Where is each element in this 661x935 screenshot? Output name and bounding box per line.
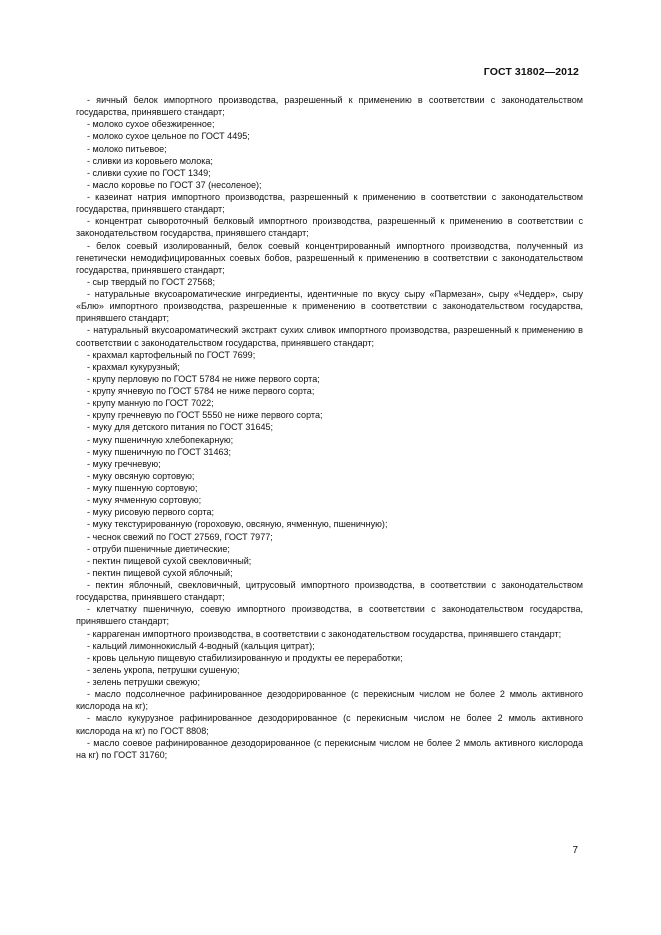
- list-item: - крупу гречневую по ГОСТ 5550 не ниже первого сорта;: [87, 410, 323, 421]
- list-item: - масло подсолнечное рафинированное дезодорированное (с перекисным числом не более 2 ммоль активного кислорода на кг);: [76, 689, 583, 712]
- list-item: - крупу манную по ГОСТ 7022;: [87, 398, 214, 409]
- list-item: - муку овсяную сортовую;: [87, 470, 195, 481]
- list-item: - белок соевый изолированный, белок соевый концентрированный импортного производства, полученный из генетически немодифицированных соевых бобов, разрешенный к применению в соответствии с законодательством государства, принявшего стандарт;: [76, 240, 583, 275]
- list-item: - концентрат сывороточный белковый импортного производства, разрешенный к применению в соответствии с законодательством государства, принявшего стандарт;: [76, 216, 583, 239]
- list-item: - сливки из коровьего молока;: [87, 155, 213, 166]
- list-item: - сливки сухие по ГОСТ 1349;: [87, 167, 211, 178]
- list-item: - зелень петрушки свежую;: [87, 677, 200, 687]
- list-item: - сыр твердый по ГОСТ 27568;: [87, 276, 215, 287]
- list-item: - пектин пищевой сухой яблочный;: [87, 567, 233, 578]
- list-item: - крахмал кукурузный;: [87, 361, 180, 372]
- list-item: - масло кукурузное рафинированное дезодорированное (с перекисным числом не более 2 ммоль активного кислорода на кг) по ГОСТ 8808;: [76, 713, 583, 736]
- ingredient-list: [76, 94, 583, 761]
- list-item: - кальций лимоннокислый 4-водный (кальция цитрат);: [87, 640, 315, 651]
- list-item: - клетчатку пшеничную, соевую импортного производства, в соответствии с законодательством государства, принявшего стандарт;: [76, 604, 583, 627]
- list-item: - пектин пищевой сухой свекловичный;: [87, 555, 252, 566]
- list-item: - чеснок свежий по ГОСТ 27569, ГОСТ 7977;: [87, 531, 273, 542]
- list-item: - каррагенан импортного производства, в соответствии с законодательством государства, принявшего стандарт;: [87, 628, 562, 639]
- list-item: - муку пшенную сортовую;: [87, 483, 198, 493]
- page-number: 7: [572, 845, 578, 856]
- list-item: - масло соевое рафинированное дезодорированное (с перекисным числом не более 2 ммоль активного кислорода на кг) по ГОСТ 31760;: [76, 737, 583, 760]
- list-item: - натуральные вкусоароматические ингредиенты, идентичные по вкусу сыру «Пармезан», сыру «Чеддер», сыру «Блю» импортного производства, разрешенные к применению в соответствии с законодательством государства, принявшего стандарт;: [76, 289, 583, 324]
- list-item: - кровь цельную пищевую стабилизированную и продукты ее переработки;: [87, 652, 403, 663]
- list-item: - отруби пшеничные диетические;: [87, 543, 230, 554]
- list-item: - муку пшеничную хлебопекарную;: [87, 434, 234, 445]
- list-item: - муку текстурированную (гороховую, овсяную, ячменную, пшеничную);: [87, 519, 388, 530]
- list-item: - крахмал картофельный по ГОСТ 7699;: [87, 349, 256, 360]
- list-item: - зелень укропа, петрушки сушеную;: [87, 664, 240, 675]
- list-item: - крупу ячневую по ГОСТ 5784 не ниже первого сорта;: [87, 386, 315, 396]
- list-item: - молоко сухое обезжиренное;: [87, 119, 215, 130]
- list-item: - натуральный вкусоароматический экстракт сухих сливок импортного производства, разрешенный к применению в соответствии с законодательством государства, принявшего стандарт;: [76, 325, 583, 348]
- list-item: - крупу перловую по ГОСТ 5784 не ниже первого сорта;: [87, 373, 320, 384]
- list-item: - масло коровье по ГОСТ 37 (несоленое);: [87, 179, 262, 190]
- list-item: - молоко сухое цельное по ГОСТ 4495;: [87, 131, 250, 142]
- list-item: - яичный белок импортного производства, разрешенный к применению в соответствии с законодательством государства, принявшего стандарт;: [76, 95, 583, 118]
- list-item: - пектин яблочный, свекловичный, цитрусовый импортного производства, в соответствии с законодательством государства, принявшего стандарт;: [76, 580, 583, 603]
- list-item: - муку рисовую первого сорта;: [87, 507, 215, 518]
- list-item: - муку для детского питания по ГОСТ 31645;: [87, 422, 274, 433]
- list-item: - казеинат натрия импортного производства, разрешенный к применению в соответствии с законодательством государства, принявшего стандарт;: [76, 192, 583, 215]
- list-item: - муку гречневую;: [87, 458, 161, 469]
- list-item: - муку пшеничную по ГОСТ 31463;: [87, 446, 232, 457]
- document-code: ГОСТ 31802—2012: [483, 66, 579, 78]
- list-item: - муку ячменную сортовую;: [87, 495, 202, 506]
- list-item: - молоко питьевое;: [87, 143, 167, 154]
